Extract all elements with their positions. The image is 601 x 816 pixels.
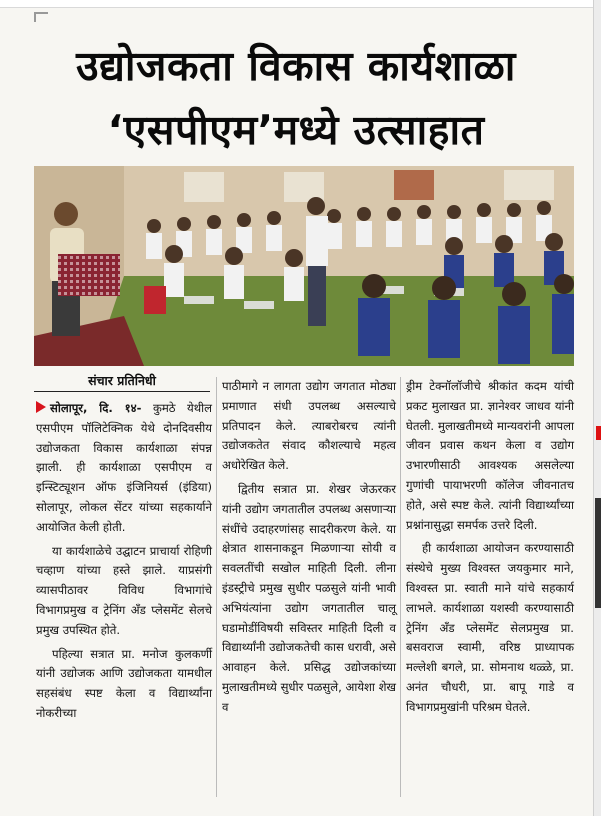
intro-text: कुमठे येथील एसपीएम पॉलिटेक्निक येथे दोनदिवसीय उद्योजकता विकास कार्यशाळा संपन्न झाली. ही कार्यशाळा एसपीएम व इन्स्टिट्यूशन ऑफ इंजिनियर्स (इंडिया) सोलापूर, लोकल सेंटर यांच्या सहकार्याने आयोजित केली होती. <box>36 401 212 534</box>
paragraph-interview: ड्रीम टेक्नॉलॉजीचे श्रीकांत कदम यांची प्रकट मुलाखत प्रा. ज्ञानेश्वर जाधव यांनी घेतली. मुलाखतीमध्ये मान्यवरांनी आपला जीवन प्रवास कथन केला व उद्योग उभारणीसाठी आवश्यक असलेल्या गुणांची पायाभरणी कॉलेज जीवनातच होते, असे स्पष्ट केले. त्यांनी विद्यार्थ्यांच्या प्रश्नांनासुद्धा समर्पक उत्तरे दिली. <box>406 379 574 532</box>
byline: संचार प्रतिनिधी <box>34 372 210 392</box>
column-divider-2 <box>400 377 401 797</box>
article-column-3 <box>406 377 574 718</box>
headline-line-1: उद्योजकता विकास कार्यशाळा <box>76 42 516 90</box>
article-column-1 <box>36 399 212 724</box>
clipping-top-edge <box>0 0 601 8</box>
paragraph-credits: ही कार्यशाळा आयोजन करण्यासाठी संस्थेचे मुख्य विश्वस्त जयकुमार माने, विश्वस्त प्रा. स्वाती माने यांचे सहकार्य लाभले. कार्यशाळा यशस्वी करण्यासाठी ट्रेनिंग अँड प्लेसमेंट सेलप्रमुख प्रा. बसवराज स्वामी, वरिष्ठ प्राध्यापक मल्लेशी बगले, प्रा. सोमनाथ थळ्ळे, प्रा. अनंत चौधरी, प्रा. बापू गाडे व विभागप्रमुखांनी परिश्रम घेतले. <box>406 541 574 714</box>
paragraph-first-session: पहिल्या सत्रात प्रा. मनोज कुलकर्णी यांनी उद्योजक आणि उद्योजकता यामधील सहसंबंध स्पष्ट केला व विद्यार्थ्यांना नोकरीच्या <box>36 646 212 720</box>
adjacent-red-marker <box>596 426 601 440</box>
paragraph-first-session-cont: पाठीमागे न लागता उद्योग जगतात मोठ्या प्रमाणात संधी उपलब्ध असल्याचे प्रतिपादन केले. त्याबरोबरच त्यांनी उद्योजकतेत संवाद कौशल्याचे महत्व अधोरेखित केले. <box>222 379 396 473</box>
article-column-2 <box>222 377 396 718</box>
adjacent-column-strip <box>593 0 601 816</box>
column-divider-1 <box>216 377 217 797</box>
adjacent-dark-block <box>595 498 601 608</box>
paragraph-intro <box>36 399 212 538</box>
red-arrow-icon <box>36 401 46 413</box>
crop-corner-mark <box>34 12 48 22</box>
paragraph-inauguration: या कार्यशाळेचे उद्घाटन प्राचार्या रोहिणी चव्हाण यांच्या हस्ते झाले. याप्रसंगी व्यासपीठावर विविध विभागांचे विभागप्रमुख व ट्रेनिंग अँड प्लेसमेंट सेलचे प्रमुख उपस्थित होते. <box>36 543 212 637</box>
paragraph-second-session: द्वितीय सत्रात प्रा. शेखर जेऊरकर यांनी उद्योग जगतातील उपलब्ध असणाऱ्या संधींचे उदाहरणांसह सादरीकरण केले. या क्षेत्रात शासनाकडून मिळणाऱ्या सोयी व सवलतींची सखोल माहिती दिली. लीना इंडस्ट्रीचे प्रमुख सुधीर पळसुले यांनी भावी अभियंत्यांना उद्योग जगतातील चालू घडामोडींविषयी सविस्तर माहिती दिली व विद्यार्थ्यांनी उद्योजकतेची कास धरावी, असे आवाहन केले. प्रसिद्ध उद्योजकांच्या मुलाखतीमध्ये सुधीर पळसुले, आयेशा शेख व <box>222 481 396 714</box>
event-photo <box>34 166 574 366</box>
headline-line-2: ‘एसपीएम’मध्ये उत्साहात <box>107 106 485 154</box>
dateline: सोलापूर, दि. १४- <box>50 401 142 415</box>
classroom-photo-icon <box>34 166 574 366</box>
